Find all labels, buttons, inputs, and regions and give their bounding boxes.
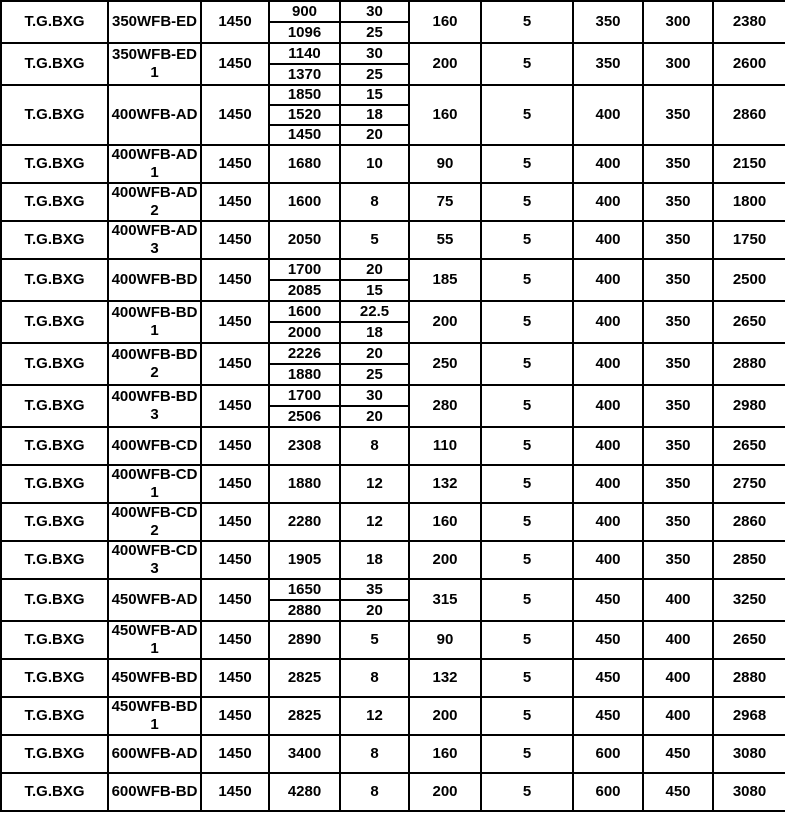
cell-c8: 400 [573,145,643,183]
cell-c7: 5 [481,697,573,735]
table-row-7-sub1 [1,259,785,280]
cell-c7: 5 [481,85,573,145]
cell-c10-weight: 2880 [713,343,785,385]
cell-model: 400WFB-AD [108,85,201,145]
table-row-12 [1,465,785,503]
cell-brand: T.G.BXG [1,145,108,183]
cell-brand: T.G.BXG [1,541,108,579]
cell-head: 25 [340,364,409,385]
cell-head: 10 [340,145,409,183]
cell-c7: 5 [481,541,573,579]
cell-head: 20 [340,343,409,364]
cell-flow: 1370 [269,64,340,85]
cell-brand: T.G.BXG [1,221,108,259]
cell-model: 400WFB-BD [108,259,201,301]
cell-c8: 400 [573,221,643,259]
cell-head: 8 [340,183,409,221]
cell-brand: T.G.BXG [1,183,108,221]
cell-brand: T.G.BXG [1,621,108,659]
cell-c9: 350 [643,541,713,579]
cell-flow: 2880 [269,600,340,621]
cell-c10-weight: 2650 [713,427,785,465]
cell-c7: 5 [481,503,573,541]
cell-c9: 350 [643,301,713,343]
cell-flow: 900 [269,1,340,22]
cell-c7: 5 [481,221,573,259]
cell-head: 12 [340,697,409,735]
cell-speed: 1450 [201,183,269,221]
cell-flow: 1450 [269,125,340,145]
cell-c8: 400 [573,301,643,343]
table-row-11 [1,427,785,465]
table-row-15-sub1 [1,579,785,600]
cell-brand: T.G.BXG [1,259,108,301]
cell-power: 185 [409,259,481,301]
cell-speed: 1450 [201,621,269,659]
cell-flow: 1700 [269,385,340,406]
cell-head: 8 [340,427,409,465]
cell-c9: 400 [643,579,713,621]
table-row-4 [1,145,785,183]
cell-model: 350WFB-ED1 [108,43,201,85]
cell-power: 55 [409,221,481,259]
cell-flow: 2085 [269,280,340,301]
cell-speed: 1450 [201,773,269,811]
cell-c9: 400 [643,697,713,735]
cell-c8: 450 [573,697,643,735]
cell-head: 30 [340,1,409,22]
cell-head: 35 [340,579,409,600]
cell-brand: T.G.BXG [1,697,108,735]
cell-c8: 400 [573,343,643,385]
cell-head: 18 [340,105,409,125]
cell-flow: 1850 [269,85,340,105]
table-row-10-sub1 [1,385,785,406]
table-row-16 [1,621,785,659]
cell-c8: 400 [573,259,643,301]
cell-model: 450WFB-AD [108,579,201,621]
cell-power: 160 [409,735,481,773]
cell-speed: 1450 [201,427,269,465]
cell-c7: 5 [481,343,573,385]
cell-c7: 5 [481,259,573,301]
cell-c7: 5 [481,659,573,697]
cell-power: 90 [409,145,481,183]
cell-power: 75 [409,183,481,221]
cell-flow: 2825 [269,659,340,697]
cell-flow: 1600 [269,301,340,322]
cell-c9: 350 [643,385,713,427]
cell-speed: 1450 [201,145,269,183]
cell-c7: 5 [481,465,573,503]
cell-power: 280 [409,385,481,427]
cell-c10-weight: 2980 [713,385,785,427]
cell-head: 18 [340,322,409,343]
cell-c8: 600 [573,773,643,811]
cell-c7: 5 [481,579,573,621]
cell-c10-weight: 2850 [713,541,785,579]
cell-c9: 350 [643,183,713,221]
cell-flow: 2308 [269,427,340,465]
cell-brand: T.G.BXG [1,773,108,811]
cell-model: 400WFB-CD [108,427,201,465]
cell-speed: 1450 [201,579,269,621]
cell-c10-weight: 3080 [713,773,785,811]
cell-speed: 1450 [201,43,269,85]
cell-brand: T.G.BXG [1,427,108,465]
table-row-19 [1,735,785,773]
cell-head: 25 [340,64,409,85]
cell-head: 20 [340,600,409,621]
cell-brand: T.G.BXG [1,301,108,343]
cell-flow: 3400 [269,735,340,773]
cell-model: 400WFB-AD1 [108,145,201,183]
cell-brand: T.G.BXG [1,1,108,43]
cell-c10-weight: 3250 [713,579,785,621]
cell-c10-weight: 1750 [713,221,785,259]
cell-head: 15 [340,280,409,301]
cell-brand: T.G.BXG [1,579,108,621]
table-row-2-sub1 [1,43,785,64]
cell-model: 450WFB-BD [108,659,201,697]
cell-brand: T.G.BXG [1,343,108,385]
cell-head: 8 [340,735,409,773]
cell-head: 25 [340,22,409,43]
cell-c9: 350 [643,343,713,385]
cell-model: 400WFB-CD3 [108,541,201,579]
cell-head: 12 [340,465,409,503]
cell-c8: 600 [573,735,643,773]
cell-power: 132 [409,659,481,697]
cell-c9: 350 [643,503,713,541]
table-row-14 [1,541,785,579]
table-row-13 [1,503,785,541]
cell-c9: 450 [643,735,713,773]
cell-c7: 5 [481,621,573,659]
cell-flow: 1096 [269,22,340,43]
cell-speed: 1450 [201,697,269,735]
cell-c9: 350 [643,427,713,465]
cell-c7: 5 [481,385,573,427]
cell-speed: 1450 [201,221,269,259]
cell-head: 8 [340,773,409,811]
cell-power: 90 [409,621,481,659]
cell-power: 200 [409,301,481,343]
cell-power: 200 [409,773,481,811]
cell-c10-weight: 2860 [713,85,785,145]
cell-c7: 5 [481,183,573,221]
cell-c10-weight: 2500 [713,259,785,301]
cell-power: 200 [409,43,481,85]
table-row-3-sub1 [1,85,785,105]
cell-c7: 5 [481,1,573,43]
cell-flow: 1520 [269,105,340,125]
cell-flow: 1600 [269,183,340,221]
table-row-5 [1,183,785,221]
cell-speed: 1450 [201,85,269,145]
table-row-6 [1,221,785,259]
cell-flow: 2280 [269,503,340,541]
cell-speed: 1450 [201,735,269,773]
cell-brand: T.G.BXG [1,85,108,145]
cell-head: 30 [340,385,409,406]
cell-c10-weight: 2150 [713,145,785,183]
cell-c9: 350 [643,221,713,259]
cell-flow: 2890 [269,621,340,659]
cell-c7: 5 [481,43,573,85]
cell-c8: 350 [573,1,643,43]
cell-speed: 1450 [201,541,269,579]
cell-model: 350WFB-ED [108,1,201,43]
cell-speed: 1450 [201,659,269,697]
cell-c8: 400 [573,541,643,579]
cell-power: 315 [409,579,481,621]
cell-head: 8 [340,659,409,697]
table-row-18 [1,697,785,735]
cell-model: 400WFB-AD3 [108,221,201,259]
cell-c8: 400 [573,385,643,427]
cell-head: 20 [340,259,409,280]
cell-head: 12 [340,503,409,541]
cell-flow: 1650 [269,579,340,600]
cell-head: 15 [340,85,409,105]
cell-power: 250 [409,343,481,385]
cell-power: 132 [409,465,481,503]
table-row-8-sub1 [1,301,785,322]
cell-flow: 2226 [269,343,340,364]
table-row-17 [1,659,785,697]
cell-speed: 1450 [201,1,269,43]
cell-flow: 1700 [269,259,340,280]
cell-c9: 450 [643,773,713,811]
cell-power: 160 [409,503,481,541]
cell-flow: 2825 [269,697,340,735]
cell-head: 30 [340,43,409,64]
cell-c7: 5 [481,735,573,773]
cell-c7: 5 [481,301,573,343]
cell-model: 400WFB-BD1 [108,301,201,343]
cell-c10-weight: 2880 [713,659,785,697]
cell-flow: 1905 [269,541,340,579]
cell-brand: T.G.BXG [1,659,108,697]
cell-c10-weight: 1800 [713,183,785,221]
cell-c10-weight: 2600 [713,43,785,85]
cell-c7: 5 [481,145,573,183]
cell-model: 400WFB-CD1 [108,465,201,503]
cell-head: 5 [340,621,409,659]
table-row-9-sub1 [1,343,785,364]
cell-head: 20 [340,406,409,427]
cell-c9: 350 [643,145,713,183]
cell-speed: 1450 [201,301,269,343]
cell-c8: 450 [573,579,643,621]
cell-c7: 5 [481,773,573,811]
cell-model: 600WFB-BD [108,773,201,811]
cell-c8: 350 [573,43,643,85]
cell-power: 200 [409,697,481,735]
cell-power: 200 [409,541,481,579]
cell-head: 18 [340,541,409,579]
cell-head: 22.5 [340,301,409,322]
cell-head: 5 [340,221,409,259]
cell-c8: 400 [573,503,643,541]
cell-c10-weight: 2650 [713,301,785,343]
cell-power: 160 [409,1,481,43]
cell-c9: 350 [643,85,713,145]
cell-c8: 450 [573,621,643,659]
cell-c7: 5 [481,427,573,465]
cell-brand: T.G.BXG [1,385,108,427]
cell-model: 450WFB-AD1 [108,621,201,659]
cell-model: 400WFB-BD3 [108,385,201,427]
cell-model: 450WFB-BD1 [108,697,201,735]
cell-brand: T.G.BXG [1,43,108,85]
table-body [1,1,785,811]
cell-model: 400WFB-BD2 [108,343,201,385]
cell-speed: 1450 [201,465,269,503]
cell-c8: 400 [573,465,643,503]
cell-flow: 1880 [269,364,340,385]
cell-brand: T.G.BXG [1,735,108,773]
cell-c10-weight: 2650 [713,621,785,659]
cell-flow: 1140 [269,43,340,64]
cell-speed: 1450 [201,503,269,541]
cell-c10-weight: 2860 [713,503,785,541]
cell-c9: 350 [643,259,713,301]
cell-model: 400WFB-AD2 [108,183,201,221]
cell-c9: 300 [643,1,713,43]
cell-flow: 2050 [269,221,340,259]
cell-power: 110 [409,427,481,465]
cell-brand: T.G.BXG [1,465,108,503]
cell-c10-weight: 2380 [713,1,785,43]
cell-c8: 400 [573,427,643,465]
cell-flow: 1680 [269,145,340,183]
cell-model: 400WFB-CD2 [108,503,201,541]
cell-power: 160 [409,85,481,145]
table-row-20 [1,773,785,811]
cell-speed: 1450 [201,259,269,301]
cell-flow: 1880 [269,465,340,503]
cell-c10-weight: 2968 [713,697,785,735]
cell-brand: T.G.BXG [1,503,108,541]
cell-speed: 1450 [201,343,269,385]
cell-c9: 400 [643,659,713,697]
cell-model: 600WFB-AD [108,735,201,773]
cell-c9: 300 [643,43,713,85]
cell-flow: 4280 [269,773,340,811]
cell-c8: 450 [573,659,643,697]
cell-c10-weight: 2750 [713,465,785,503]
cell-flow: 2000 [269,322,340,343]
cell-c9: 350 [643,465,713,503]
cell-c10-weight: 3080 [713,735,785,773]
cell-c8: 400 [573,85,643,145]
cell-flow: 2506 [269,406,340,427]
table-row-1-sub1 [1,1,785,22]
cell-head: 20 [340,125,409,145]
cell-speed: 1450 [201,385,269,427]
cell-c9: 400 [643,621,713,659]
cell-c8: 400 [573,183,643,221]
